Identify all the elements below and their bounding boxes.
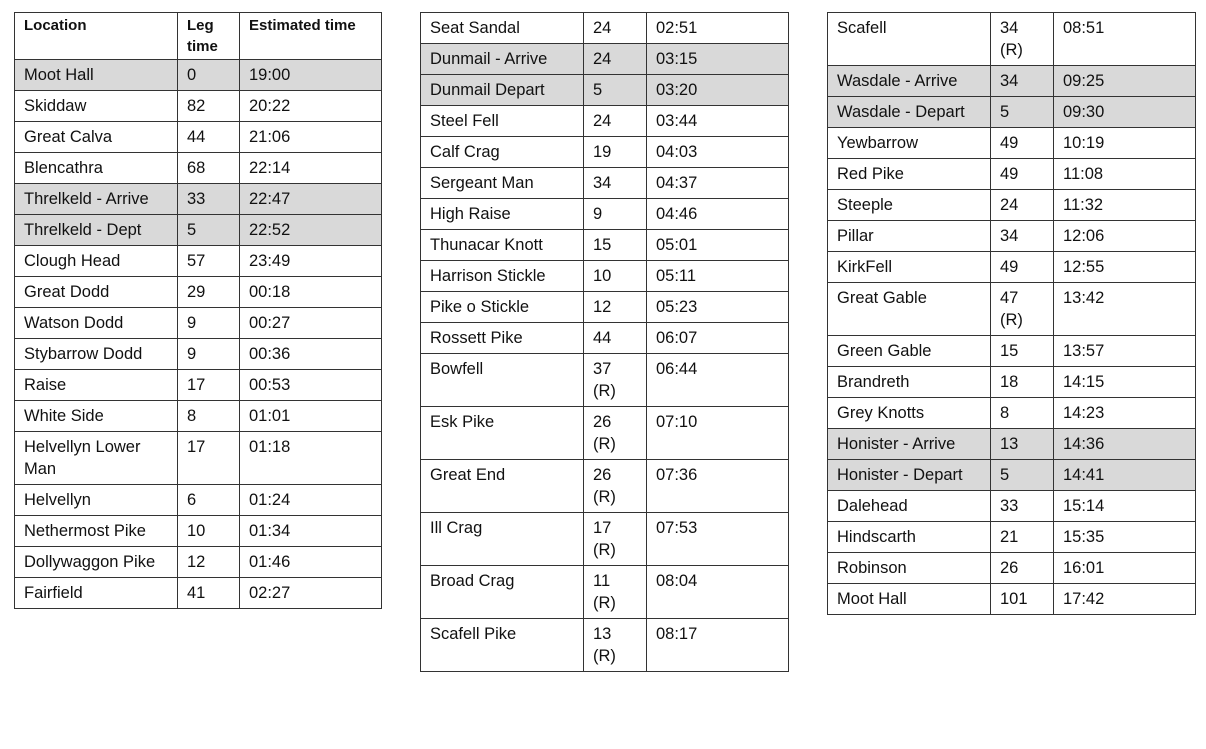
location-cell: Threlkeld - Arrive (15, 184, 178, 215)
table-row (421, 44, 789, 75)
location-cell: Great Dodd (15, 277, 178, 308)
estimated-time-cell: 09:25 (1054, 66, 1196, 97)
table-row (421, 566, 789, 619)
location-cell: Blencathra (15, 153, 178, 184)
estimated-time-cell: 08:04 (647, 566, 789, 619)
leg-time-cell: 12 (584, 292, 647, 323)
table-row (828, 128, 1196, 159)
leg-time-cell: 34 (991, 221, 1054, 252)
table-row (828, 398, 1196, 429)
location-cell: Rossett Pike (421, 323, 584, 354)
table-row (15, 153, 382, 184)
location-cell: Seat Sandal (421, 13, 584, 44)
table-row (421, 292, 789, 323)
estimated-time-cell: 09:30 (1054, 97, 1196, 128)
leg-time-cell: 17 (178, 370, 240, 401)
estimated-time-cell: 12:06 (1054, 221, 1196, 252)
location-cell: Honister - Arrive (828, 429, 991, 460)
estimated-time-cell: 03:44 (647, 106, 789, 137)
schedule-table-1 (14, 12, 382, 609)
location-cell: Grey Knotts (828, 398, 991, 429)
leg-time-cell: 6 (178, 485, 240, 516)
estimated-time-cell: 01:18 (240, 432, 382, 485)
leg-time-cell: 12 (178, 547, 240, 578)
estimated-time-cell: 20:22 (240, 91, 382, 122)
table-row (421, 199, 789, 230)
estimated-time-cell: 22:47 (240, 184, 382, 215)
location-cell: Dollywaggon Pike (15, 547, 178, 578)
location-cell: Brandreth (828, 367, 991, 398)
estimated-time-cell: 04:37 (647, 168, 789, 199)
location-cell: High Raise (421, 199, 584, 230)
table-row (421, 75, 789, 106)
location-cell: Bowfell (421, 354, 584, 407)
table-row (15, 246, 382, 277)
leg-time-cell: 68 (178, 153, 240, 184)
table-row (828, 283, 1196, 336)
estimated-time-cell: 13:42 (1054, 283, 1196, 336)
location-cell: Nethermost Pike (15, 516, 178, 547)
location-cell: Clough Head (15, 246, 178, 277)
leg-time-cell: 24 (991, 190, 1054, 221)
table-row (421, 323, 789, 354)
table-row (15, 122, 382, 153)
location-cell: Helvellyn Lower Man (15, 432, 178, 485)
estimated-time-cell: 02:51 (647, 13, 789, 44)
location-cell: Moot Hall (828, 584, 991, 615)
location-cell: Robinson (828, 553, 991, 584)
estimated-time-cell: 05:23 (647, 292, 789, 323)
table-row (15, 277, 382, 308)
leg-time-cell: 10 (178, 516, 240, 547)
estimated-time-cell: 07:10 (647, 407, 789, 460)
header-estimated-time: Estimated time (240, 13, 382, 60)
leg-time-cell: 101 (991, 584, 1054, 615)
leg-time-cell: 82 (178, 91, 240, 122)
table-row (421, 354, 789, 407)
location-cell: Stybarrow Dodd (15, 339, 178, 370)
estimated-time-cell: 02:27 (240, 578, 382, 609)
leg-time-cell: 33 (991, 491, 1054, 522)
location-cell: White Side (15, 401, 178, 432)
leg-time-cell: 24 (584, 44, 647, 75)
leg-time-cell: 15 (991, 336, 1054, 367)
location-cell: Steeple (828, 190, 991, 221)
schedule-table-3 (827, 12, 1196, 615)
estimated-time-cell: 07:53 (647, 513, 789, 566)
estimated-time-cell: 12:55 (1054, 252, 1196, 283)
leg-time-cell: 5 (991, 460, 1054, 491)
leg-time-cell: 57 (178, 246, 240, 277)
leg-time-cell: 34 (R) (991, 13, 1054, 66)
leg-time-cell: 18 (991, 367, 1054, 398)
table-row (421, 460, 789, 513)
table-row (15, 547, 382, 578)
estimated-time-cell: 00:18 (240, 277, 382, 308)
leg-time-cell: 24 (584, 13, 647, 44)
leg-time-cell: 17 (R) (584, 513, 647, 566)
estimated-time-cell: 11:32 (1054, 190, 1196, 221)
estimated-time-cell: 04:46 (647, 199, 789, 230)
location-cell: Harrison Stickle (421, 261, 584, 292)
estimated-time-cell: 06:07 (647, 323, 789, 354)
estimated-time-cell: 06:44 (647, 354, 789, 407)
location-cell: Great Gable (828, 283, 991, 336)
location-cell: Moot Hall (15, 60, 178, 91)
location-cell: Esk Pike (421, 407, 584, 460)
estimated-time-cell: 04:03 (647, 137, 789, 168)
leg-time-cell: 15 (584, 230, 647, 261)
table-row (828, 336, 1196, 367)
location-cell: Hindscarth (828, 522, 991, 553)
leg-time-cell: 34 (991, 66, 1054, 97)
estimated-time-cell: 07:36 (647, 460, 789, 513)
location-cell: Broad Crag (421, 566, 584, 619)
estimated-time-cell: 15:35 (1054, 522, 1196, 553)
location-cell: Pillar (828, 221, 991, 252)
estimated-time-cell: 01:34 (240, 516, 382, 547)
table-row (828, 491, 1196, 522)
leg-time-cell: 29 (178, 277, 240, 308)
table-row (828, 97, 1196, 128)
location-cell: Thunacar Knott (421, 230, 584, 261)
location-cell: Calf Crag (421, 137, 584, 168)
leg-time-cell: 9 (178, 308, 240, 339)
table-row (421, 230, 789, 261)
location-cell: Ill Crag (421, 513, 584, 566)
leg-time-cell: 0 (178, 60, 240, 91)
table-row (15, 432, 382, 485)
table-row (15, 184, 382, 215)
table-row (421, 137, 789, 168)
estimated-time-cell: 01:46 (240, 547, 382, 578)
leg-time-cell: 17 (178, 432, 240, 485)
estimated-time-cell: 21:06 (240, 122, 382, 153)
location-cell: Great End (421, 460, 584, 513)
leg-time-cell: 10 (584, 261, 647, 292)
estimated-time-cell: 23:49 (240, 246, 382, 277)
location-cell: Dunmail - Arrive (421, 44, 584, 75)
location-cell: Green Gable (828, 336, 991, 367)
estimated-time-cell: 11:08 (1054, 159, 1196, 190)
table-row (828, 190, 1196, 221)
estimated-time-cell: 19:00 (240, 60, 382, 91)
table-row (421, 513, 789, 566)
table-row (828, 66, 1196, 97)
leg-time-cell: 8 (178, 401, 240, 432)
location-cell: Fairfield (15, 578, 178, 609)
header-location: Location (15, 13, 178, 60)
leg-time-cell: 13 (R) (584, 619, 647, 672)
estimated-time-cell: 17:42 (1054, 584, 1196, 615)
table-body (421, 13, 789, 672)
table-row (15, 578, 382, 609)
location-cell: Wasdale - Depart (828, 97, 991, 128)
location-cell: Wasdale - Arrive (828, 66, 991, 97)
table-row (15, 308, 382, 339)
estimated-time-cell: 00:53 (240, 370, 382, 401)
location-cell: Raise (15, 370, 178, 401)
location-cell: Scafell Pike (421, 619, 584, 672)
leg-time-cell: 33 (178, 184, 240, 215)
leg-time-cell: 11 (R) (584, 566, 647, 619)
location-cell: Watson Dodd (15, 308, 178, 339)
table-row (15, 516, 382, 547)
leg-time-cell: 49 (991, 159, 1054, 190)
table-row (15, 485, 382, 516)
table-row (15, 215, 382, 246)
schedule-table-2 (420, 12, 789, 672)
location-cell: Great Calva (15, 122, 178, 153)
table-row (15, 91, 382, 122)
estimated-time-cell: 15:14 (1054, 491, 1196, 522)
table-row (828, 221, 1196, 252)
estimated-time-cell: 10:19 (1054, 128, 1196, 159)
leg-time-cell: 49 (991, 128, 1054, 159)
location-cell: KirkFell (828, 252, 991, 283)
estimated-time-cell: 00:36 (240, 339, 382, 370)
estimated-time-cell: 01:24 (240, 485, 382, 516)
leg-time-cell: 41 (178, 578, 240, 609)
table-header-row (15, 13, 382, 60)
estimated-time-cell: 05:11 (647, 261, 789, 292)
table-row (421, 407, 789, 460)
table-row (421, 261, 789, 292)
location-cell: Dalehead (828, 491, 991, 522)
estimated-time-cell: 14:36 (1054, 429, 1196, 460)
location-cell: Red Pike (828, 159, 991, 190)
estimated-time-cell: 22:14 (240, 153, 382, 184)
table-row (828, 13, 1196, 66)
leg-time-cell: 49 (991, 252, 1054, 283)
table-row (15, 60, 382, 91)
leg-time-cell: 26 (R) (584, 407, 647, 460)
table-row (828, 522, 1196, 553)
leg-time-cell: 9 (178, 339, 240, 370)
table-row (828, 252, 1196, 283)
estimated-time-cell: 16:01 (1054, 553, 1196, 584)
leg-time-cell: 47 (R) (991, 283, 1054, 336)
leg-time-cell: 9 (584, 199, 647, 230)
table-row (828, 429, 1196, 460)
leg-time-cell: 44 (584, 323, 647, 354)
table-row (421, 619, 789, 672)
location-cell: Threlkeld - Dept (15, 215, 178, 246)
location-cell: Skiddaw (15, 91, 178, 122)
estimated-time-cell: 13:57 (1054, 336, 1196, 367)
location-cell: Steel Fell (421, 106, 584, 137)
leg-time-cell: 5 (178, 215, 240, 246)
location-cell: Pike o Stickle (421, 292, 584, 323)
leg-time-cell: 26 (991, 553, 1054, 584)
table-row (828, 367, 1196, 398)
estimated-time-cell: 05:01 (647, 230, 789, 261)
leg-time-cell: 24 (584, 106, 647, 137)
table-row (15, 370, 382, 401)
table-row (828, 584, 1196, 615)
estimated-time-cell: 03:20 (647, 75, 789, 106)
estimated-time-cell: 22:52 (240, 215, 382, 246)
leg-time-cell: 21 (991, 522, 1054, 553)
leg-time-cell: 5 (991, 97, 1054, 128)
table-row (421, 13, 789, 44)
estimated-time-cell: 00:27 (240, 308, 382, 339)
table-row (828, 460, 1196, 491)
table-row (421, 168, 789, 199)
table-row (15, 339, 382, 370)
estimated-time-cell: 14:15 (1054, 367, 1196, 398)
table-row (15, 401, 382, 432)
leg-time-cell: 19 (584, 137, 647, 168)
estimated-time-cell: 01:01 (240, 401, 382, 432)
location-cell: Helvellyn (15, 485, 178, 516)
estimated-time-cell: 14:23 (1054, 398, 1196, 429)
leg-time-cell: 26 (R) (584, 460, 647, 513)
estimated-time-cell: 03:15 (647, 44, 789, 75)
table-row (421, 106, 789, 137)
leg-time-cell: 5 (584, 75, 647, 106)
location-cell: Dunmail Depart (421, 75, 584, 106)
estimated-time-cell: 08:17 (647, 619, 789, 672)
table-row (828, 159, 1196, 190)
location-cell: Scafell (828, 13, 991, 66)
leg-time-cell: 8 (991, 398, 1054, 429)
header-leg-time: Leg time (178, 13, 240, 60)
leg-time-cell: 44 (178, 122, 240, 153)
leg-time-cell: 13 (991, 429, 1054, 460)
table-row (828, 553, 1196, 584)
location-cell: Yewbarrow (828, 128, 991, 159)
location-cell: Honister - Depart (828, 460, 991, 491)
leg-time-cell: 34 (584, 168, 647, 199)
estimated-time-cell: 08:51 (1054, 13, 1196, 66)
estimated-time-cell: 14:41 (1054, 460, 1196, 491)
table-body (15, 60, 382, 609)
location-cell: Sergeant Man (421, 168, 584, 199)
table-body (828, 13, 1196, 615)
leg-time-cell: 37 (R) (584, 354, 647, 407)
